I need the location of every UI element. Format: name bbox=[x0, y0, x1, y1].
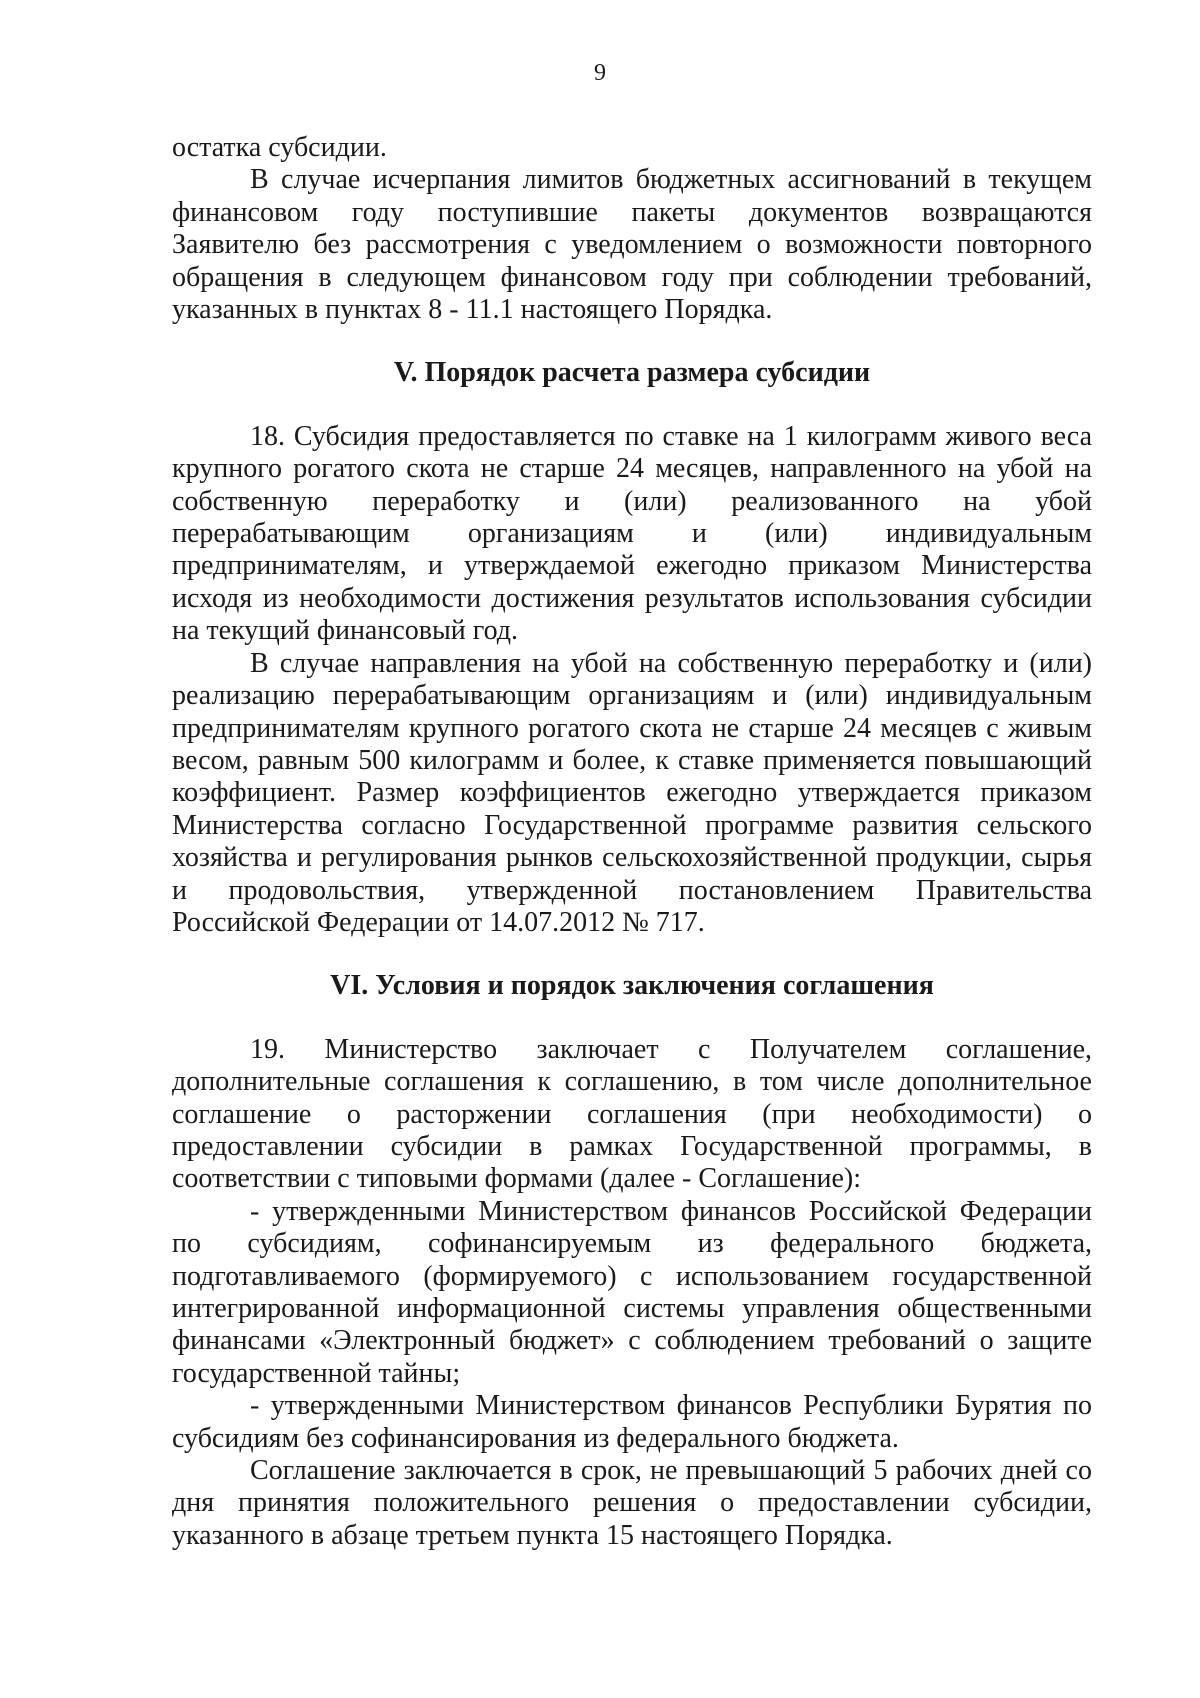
paragraph-agreement-term: Соглашение заключается в срок, не превышающий 5 рабочих дней со дня принятия положительного решения о предоставлении субсидии, указанного в абзаце третьем пункта 15 настоящего Порядка. bbox=[172, 1455, 1092, 1551]
section-heading-v: V. Порядок расчета размера субсидии bbox=[393, 357, 871, 389]
document-body bbox=[172, 132, 1092, 1552]
paragraph-18: 18. Субсидия предоставляется по ставке на 1 килограмм живого веса крупного рогатого скота не старше 24 месяцев, направленного на убой на собственную переработку и (или) реализованного на убой перерабатывающим организациям и (или) индивидуальным предпринимателям, и утверждаемой ежегодно приказом Министерства исходя из необходимости достижения результатов использования субсидии на текущий финансовый год. bbox=[172, 420, 1092, 647]
spacer bbox=[172, 939, 1092, 970]
spacer bbox=[172, 326, 1092, 357]
spacer bbox=[172, 1003, 1092, 1034]
paragraph-19: 19. Министерство заключает с Получателем соглашение, дополнительные соглашения к соглашению, в том числе дополнительное соглашение о расторжении соглашения (при необходимости) о предоставлении субсидии в рамках Государственной программы, в соответствии с типовыми формами (далее - Соглашение): bbox=[172, 1033, 1092, 1195]
paragraph-continuation: остатка субсидии. bbox=[172, 132, 387, 163]
page-number: 9 bbox=[594, 60, 606, 86]
list-item-federal-forms: - утвержденными Министерством финансов Российской Федерации по субсидиям, софинансируемым из федерального бюджета, подготавливаемого (формируемого) с использованием государственной интегрированной информационной системы управления общественными финансами «Электронный бюджет» с соблюдением требований о защите государственной тайны; bbox=[172, 1195, 1092, 1389]
paragraph-coefficient: В случае направления на убой на собственную переработку и (или) реализацию перерабатывающим организациям и (или) индивидуальным предпринимателям крупного рогатого скота не старше 24 месяцев с живым весом, равным 500 килограмм и более, к ставке применяется повышающий коэффициент. Размер коэффициентов ежегодно утверждается приказом Министерства согласно Государственной программе развития сельского хозяйства и регулирования рынков сельскохозяйственной продукции, сырья и продовольствия, утвержденной постановлением Правительства Российской Федерации от 14.07.2012 № 717. bbox=[172, 647, 1092, 938]
list-item-republic-forms: - утвержденными Министерством финансов Республики Бурятия по субсидиям без софинансирования из федерального бюджета. bbox=[172, 1390, 1092, 1454]
paragraph-budget-limits: В случае исчерпания лимитов бюджетных ассигнований в текущем финансовом году поступившие пакеты документов возвращаются Заявителю без рассмотрения с уведомлением о возможности повторного обращения в следующем финансовом году при соблюдении требований, указанных в пунктах 8 - 11.1 настоящего Порядка. bbox=[172, 164, 1092, 326]
spacer bbox=[172, 390, 1092, 421]
section-heading-vi: VI. Условия и порядок заключения соглашения bbox=[330, 970, 934, 1002]
